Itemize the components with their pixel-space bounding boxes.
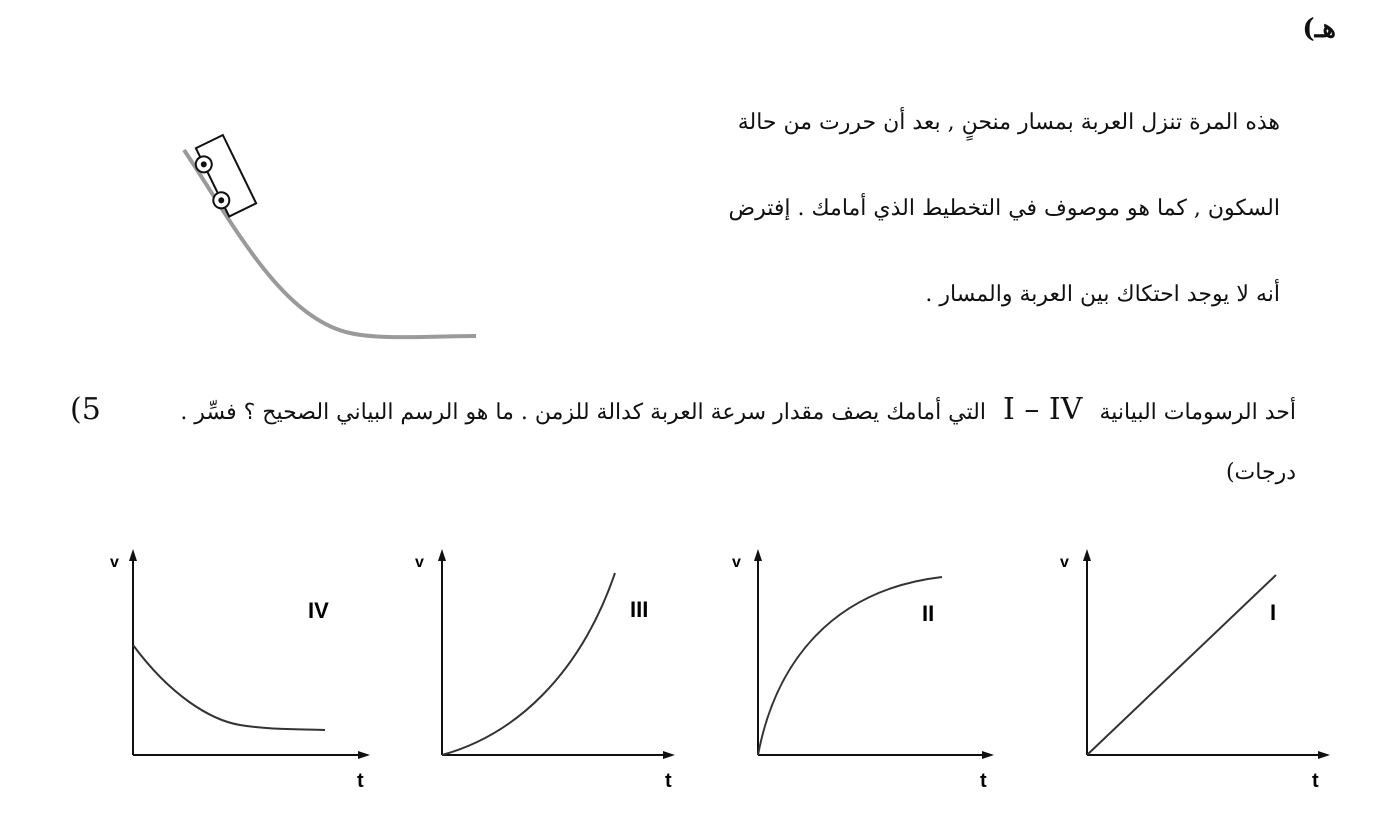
graph-iii-curve: [442, 573, 615, 755]
graph-i-curve: [1087, 575, 1276, 755]
graph-iv-y-arrow: [129, 549, 137, 561]
graph-i-y-arrow: [1083, 549, 1091, 561]
graph-i-y-label: v: [1060, 554, 1069, 571]
question-part-1: أحد الرسومات البيانية: [1099, 400, 1296, 425]
section-label: هـ): [1302, 14, 1336, 44]
graph-ii-curve: [758, 577, 942, 755]
question-line-2: درجات): [1225, 460, 1296, 485]
cart: [189, 135, 256, 220]
intro-line-3: أنه لا يوجد احتكاك بين العربة والمسار .: [925, 282, 1280, 307]
graph-iv-x-label: t: [357, 770, 364, 792]
graph-iii: [405, 545, 705, 805]
question-line-1: [70, 392, 1296, 427]
graph-i-label: I: [1270, 600, 1277, 625]
graph-ii-label: II: [922, 601, 935, 626]
graph-i: [1050, 545, 1350, 805]
graph-i-x-arrow: [1318, 751, 1330, 759]
graph-iv-curve: [133, 645, 325, 730]
graph-iii-label: III: [630, 597, 649, 622]
graph-iii-x-label: t: [665, 770, 672, 792]
graph-ii-x-label: t: [980, 770, 987, 792]
question-points: (5: [70, 392, 101, 427]
roman-range: I – IV: [1002, 392, 1083, 427]
question-part-2: التي أمامك يصف مقدار سرعة العربة كدالة للزمن . ما هو الرسم البياني الصحيح ؟ فسِّر .: [180, 400, 986, 425]
graph-ii-y-arrow: [754, 549, 762, 561]
cart-on-curved-track-diagram: [170, 128, 490, 358]
graph-iii-x-arrow: [663, 751, 675, 759]
intro-line-1: هذه المرة تنزل العربة بمسار منحنٍ , بعد أن حررت من حالة: [737, 110, 1280, 135]
graph-iv-x-arrow: [358, 751, 370, 759]
question-main: [180, 392, 1296, 427]
graph-iii-y-arrow: [438, 549, 446, 561]
graph-ii: [720, 545, 1020, 805]
graph-ii-y-label: v: [732, 554, 741, 571]
graph-ii-x-arrow: [982, 751, 994, 759]
graph-iv: [100, 545, 400, 805]
graph-iv-label: IV: [308, 598, 329, 623]
intro-line-2: السكون , كما هو موصوف في التخطيط الذي أمامك . إفترض: [728, 196, 1280, 221]
graph-i-x-label: t: [1312, 770, 1319, 792]
graph-iv-y-label: v: [110, 554, 119, 571]
graph-iii-y-label: v: [415, 554, 424, 571]
